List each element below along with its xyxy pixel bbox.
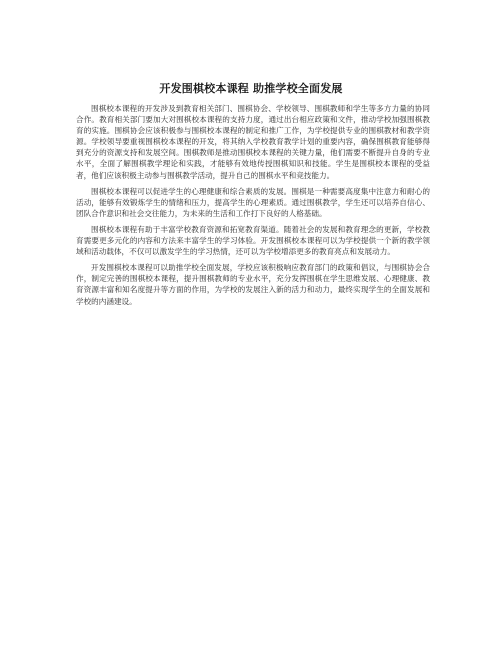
document-title: 开发围棋校本课程 助推学校全面发展 — [159, 82, 343, 95]
paragraph-1: 围棋校本课程的开发涉及到教育相关部门、围棋协会、学校领导、围棋教师和学生等多方力量的协同合作。教育相关部门要加大对围棋校本课程的支持力度，通过出台相应政策和文件，推动学校加强围棋教育的实施。围棋协会应该积极参与围棋校本课程的制定和推广工作，为学校提供专业的围棋教材和教学资源。学校领导要重视围棋校本课程的开发，将其纳入学校教育教学计划的重要内容，确保围棋教育能够得到充分的资源支持和发展空间。围棋教师是推动围棋校本课程的关键力量，他们需要不断提升自身的专业水平，全面了解围棋教学理论和实践，才能够有效地传授围棋知识和技能。学生是围棋校本课程的受益者，他们应该积极主动参与围棋教学活动，提升自己的围棋水平和竞技能力。 — [76, 104, 430, 180]
paragraph-2: 围棋校本课程可以促进学生的心理健康和综合素质的发展。围棋是一种需要高度集中注意力和耐心的活动，能够有效锻炼学生的情绪和压力，提高学生的心理素质。通过围棋教学，学生还可以培养自信心、团队合作意识和社会交往能力，为未来的生活和工作打下良好的人格基础。 — [76, 186, 430, 218]
document-body — [76, 103, 430, 312]
paragraph-3: 围棋校本课程有助于丰富学校教育资源和拓宽教育渠道。随着社会的发展和教育理念的更新，学校教育需要更多元化的内容和方法来丰富学生的学习体验。开发围棋校本课程可以为学校提供一个新的教学领域和活动载体，不仅可以激发学生的学习热情，还可以为学校增添更多的教育亮点和发展动力。 — [76, 224, 430, 257]
paragraph-4: 开发围棋校本课程可以助推学校全面发展，学校应该积极响应教育部门的政策和倡议，与围棋协会合作，制定完善的围棋校本课程，提升围棋教师的专业水平，充分发挥围棋在学生思维发展、心理健康、教育资源丰富和知名度提升等方面的作用，为学校的发展注入新的活力和动力，最终实现学生的全面发展和学校的内涵建设。 — [76, 263, 430, 306]
